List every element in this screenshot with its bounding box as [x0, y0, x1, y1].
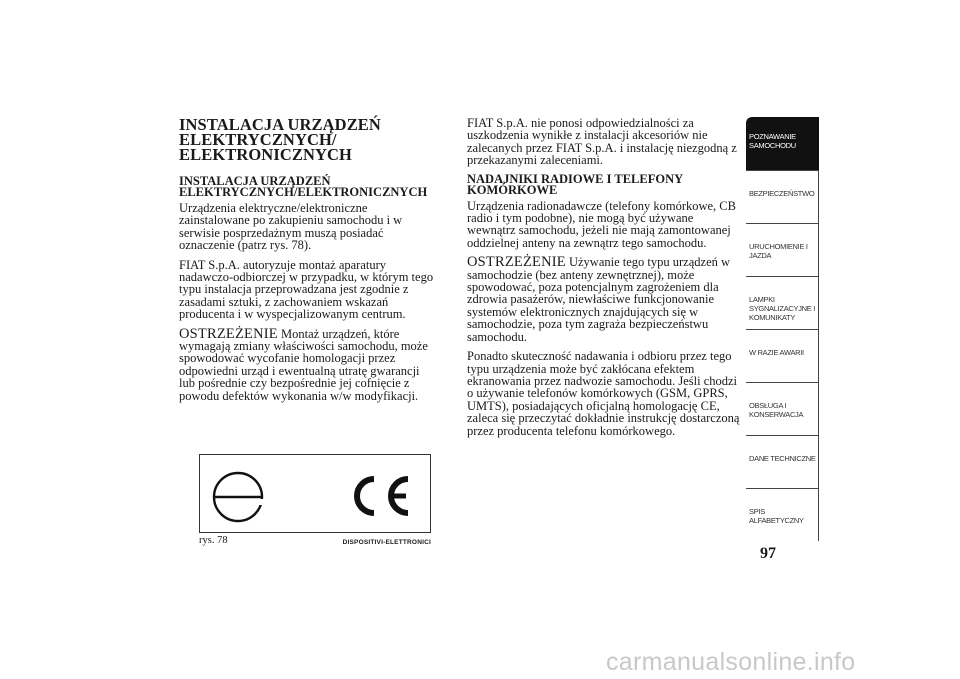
sidebar-tab-awarii[interactable]: W RAZIE AWARII	[746, 329, 819, 382]
figure-box	[199, 454, 431, 533]
paragraph-reception: Ponadto skuteczność nadawania i odbioru przez tego typu urządzenia może być zakłócana efektem ekranowania przez nadwozie samochodu. Jeśli chodzi o używanie telefonów komórkowych (GSM, GPRS, UMTS), posiadających oficjalną homologację CE, zaleca się przeczytać dokładnie instrukcję dostarczoną przez producenta telefonu komórkowego.	[467, 349, 740, 438]
warning-paragraph-right	[467, 256, 740, 343]
paragraph-installation-1: Urządzenia elektryczne/elektroniczne zainstalowane po zakupieniu samochodu i w serwisie posprzedażnym muszą posiadać oznaczenie (patrz rys. 78).	[179, 201, 403, 253]
left-column	[179, 117, 437, 406]
warning-paragraph-left	[179, 325, 437, 403]
paragraph-radio: Urządzenia radionadawcze (telefony komórkowe, CB radio i tym podobne), nie mogą być używane wewnątrz samochodu, jeżeli nie mają zamontowanej oddzielnej anteny na zewnątrz tego samochodu.	[467, 198, 736, 250]
sidebar-tab-poznawanie[interactable]: POZNAWANIE SAMOCHODU	[746, 117, 819, 170]
chapter-sidebar	[746, 117, 819, 541]
paragraph-fiat-liability: FIAT S.p.A. nie ponosi odpowiedzialności za uszkodzenia wynikłe z instalacji akcesoriów nie zalecanych przez FIAT S.p.A. i instalację niezgodną z przekazanymi zaleceniami.	[467, 116, 737, 168]
sidebar-tab-bezpieczenstwo[interactable]: BEZPIECZEŃSTWO	[746, 170, 819, 223]
sidebar-tab-dane[interactable]: DANE TECHNICZNE	[746, 435, 819, 488]
warning-label: OSTRZEŻENIE	[179, 325, 278, 342]
warning-text: Używanie tego typu urządzeń w samochodzie (bez anteny zewnętrznej), może spowodować, poza potencjalnym zagrożeniem dla zdrowia pasażerów, niewłaściwe funkcjonowanie systemów elektronicznych znajdujących się w samochodzie, poza tym zagraża bezpieczeństwu samochodu.	[467, 255, 731, 344]
watermark: carmanualsonline.info	[606, 648, 856, 676]
e-mark-icon	[208, 467, 268, 527]
figure-code: DISPOSITIVI-ELETTRONICI	[342, 539, 431, 546]
warning-label: OSTRZEŻENIE	[467, 254, 566, 271]
sidebar-tab-obsluga[interactable]: OBSŁUGA I KONSERWACJA	[746, 382, 819, 435]
sidebar-tab-uruchomienie[interactable]: URUCHOMIENIE I JAZDA	[746, 223, 819, 276]
sidebar-tab-lampki[interactable]: LAMPKI SYGNALIZACYJNE I KOMUNIKATY	[746, 276, 819, 329]
paragraph-installation-2: FIAT S.p.A. autoryzuje montaż aparatury nadawczo-odbiorczej w przypadku, w którym tego typu instalacja przeprowadzana jest zgodnie z zasadami sztuki, z zachowaniem wskazań producenta i w wyspecjalizowanym centrum.	[179, 257, 434, 322]
right-column	[467, 117, 740, 441]
main-title: INSTALACJA URZĄDZEŃ ELEKTRYCZNYCH/ ELEKTRONICZNYCH	[179, 115, 381, 164]
page-number: 97	[760, 545, 776, 562]
warning-text: Montaż urządzeń, które wymagają zmiany właściwości samochodu, może spowodować wycofanie homologacji przez odpowiedni urząd i ewentualną utratę gwarancji lub pośrednie czy bezpośrednie jej cofnięcie z powodu defektów wykonania w/w modyfikacji.	[179, 326, 428, 403]
ce-mark-icon	[346, 471, 416, 521]
section-title-radio: NADAJNIKI RADIOWE I TELEFONY KOMÓRKOWE	[467, 171, 683, 197]
sidebar-tab-spis[interactable]: SPIS ALFABETYCZNY	[746, 488, 819, 541]
section-title-installation: INSTALACJA URZĄDZEŃ ELEKTRYCZNYCH/ELEKTRONICZNYCH	[179, 174, 428, 199]
figure-number: rys. 78	[199, 535, 228, 546]
